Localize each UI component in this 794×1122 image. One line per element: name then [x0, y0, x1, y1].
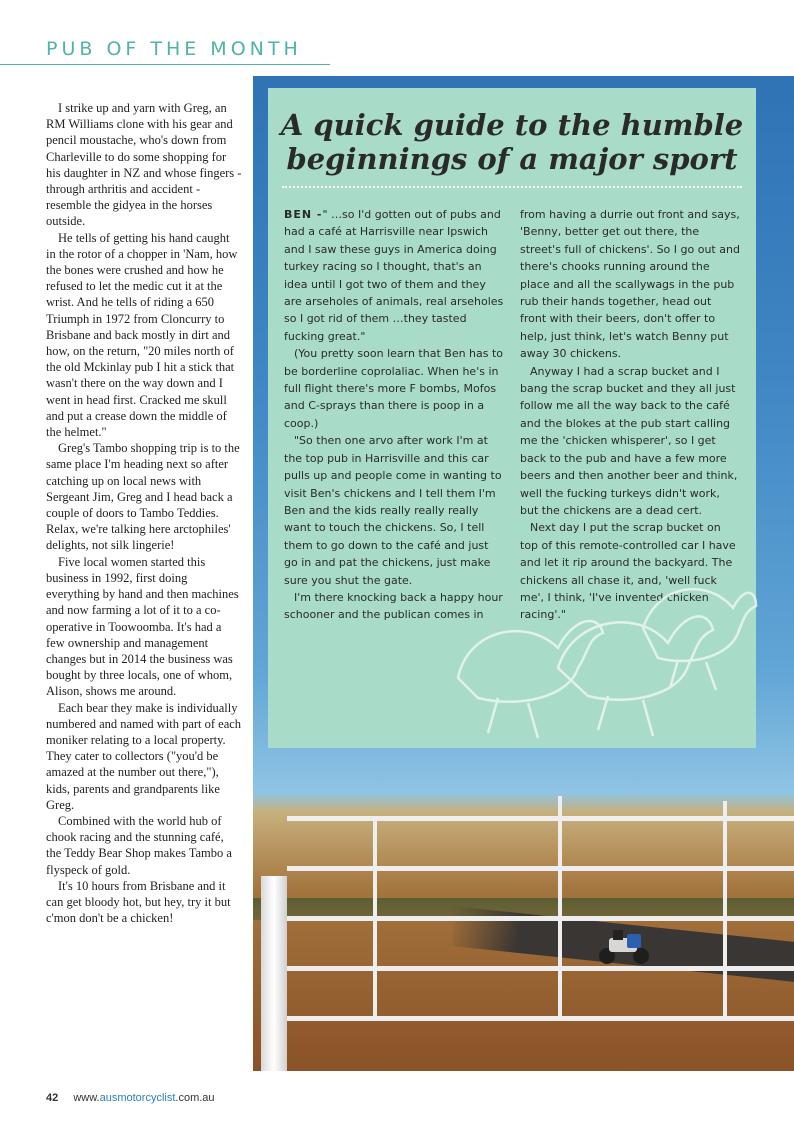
speaker-label: BEN - — [284, 208, 323, 221]
article-paragraph: He tells of getting his hand caught in the rotor of a chopper in 'Nam, how the bones were crushed and how he refused to let the medic cut it at the wrist. And he tells of riding a 650 Triumph in 1972 from Cloncurry to Brisbane and back mostly in dirt and how, on the return, "20 miles north of the old Mckinlay pub I hit a stick that wasn't there on the way down and I went in head first. Cracked me skull and put a crease down the middle of the helmet." — [46, 230, 238, 440]
article-paragraph: Greg's Tambo shopping trip is to the same place I'm heading next so after catching up on local news with Sergeant Jim, Greg and I head back a couple of doors to Tambo Teddies. Relax, we're talking here arctophiles' delights, not silk lingerie! — [46, 441, 240, 553]
sidebar-paragraph: I'm there knocking back a happy hour schooner and the publican comes in — [284, 590, 503, 622]
sidebar-box — [268, 88, 756, 748]
sidebar-paragraph: Next day I put the scrap bucket on top of this remote-controlled car I have and let it rip around the backyard. The chickens all chase it, and, 'well fuck me', I think, 'I've invented chicken racing'." — [520, 521, 736, 622]
gate-bar — [723, 801, 727, 1021]
gate-bar — [558, 796, 562, 1021]
sidebar-title-line: A quick guide to the humble — [280, 108, 744, 142]
sidebar-paragraph: "So then one arvo after work I'm at the top pub in Harrisville and this car pulls up and people come in wanting to visit Ben's chickens and I tell them I'm Ben and the kids really really really want to touch the chickens. So, I tell them to go down to the café and just go in and pat the chickens, just make sure you shut the gate. — [284, 434, 502, 587]
article-paragraph: Each bear they make is individually numbered and named with part of each moniker relating to a local property. They cater to collectors ("you'd be amazed at the number out there,"), kids, parents and grandparents like Greg. — [46, 700, 242, 812]
site-suffix: .com.au — [175, 1092, 215, 1104]
sidebar-paragraph — [284, 206, 504, 345]
page-number: 42 — [46, 1092, 59, 1104]
sidebar-title — [268, 108, 756, 176]
chicken-illustration-icon — [438, 558, 758, 748]
sidebar-title-line: beginnings of a major sport — [286, 142, 738, 176]
site-name: ausmotorcyclist — [99, 1092, 176, 1104]
article-paragraph: Five local women started this business in 1992, first doing everything by hand and then machines and now farming a lot of it to a co-operative in Toowoomba. It's had a few ownership and management changes but in 2014 the business was bought by three locals, one of whom, Alison, shows me around. — [46, 554, 239, 699]
sidebar-paragraph: Anyway I had a scrap bucket and I bang the scrap bucket and they all just follow me all the way back to the café and the blokes at the pub start calling me the 'chicken whisperer', so I get back to the pub and have a few more beers and then another beer and think, well the fucking turkeys didn't work, but the chickens are a dead cert. — [520, 364, 738, 517]
gate-rail — [287, 1016, 794, 1021]
article-body — [46, 100, 242, 926]
dotted-divider — [282, 186, 742, 188]
gate-rail — [287, 966, 794, 971]
sidebar-text: " …so I'd gotten out of pubs and had a café at Harrisville near Ipswich and I saw these guys in America doing turkey racing so I thought, that's an idea until I got two of them and they are arseholes of animals, real arseholes so I got rid of them …they tasted fucking great." — [284, 208, 504, 343]
section-header — [0, 34, 330, 68]
motorcycle-icon — [593, 926, 653, 966]
gate-rail — [287, 816, 794, 821]
article-paragraph: It's 10 hours from Brisbane and it can get bloody hot, but hey, try it but c'mon don't be a chicken! — [46, 878, 231, 926]
page-footer — [46, 1092, 215, 1104]
header-rule — [0, 64, 330, 65]
sidebar-paragraph: from having a durrie out front and says, 'Benny, better get out there, the street's full of chickens'. So I go out and there's chooks running around the place and all the scallywags in the pub rub their hands together, head out front with their beers, don't offer to help, just think, let's watch Benny put away 30 chickens. — [520, 208, 740, 361]
article-paragraph: Combined with the world hub of chook racing and the stunning café, the Teddy Bear Shop makes Tambo a flyspeck of gold. — [46, 813, 232, 877]
sidebar-paragraph: (You pretty soon learn that Ben has to be borderline coprolaliac. When he's in full flight there's more F bombs, Mofos and C-sprays than there is poop in a coop.) — [284, 347, 504, 430]
article-paragraph: I strike up and yarn with Greg, an RM Williams clone with his gear and pencil moustache, who's down from Charleville to do some shopping for his daughter in NZ and whose fingers - through arthritis and accident - resemble the gidyea in the horses outside. — [46, 101, 242, 229]
section-title: PUB OF THE MONTH — [46, 38, 302, 60]
gate-rail — [287, 866, 794, 871]
gate-post — [261, 876, 287, 1071]
gate-bar — [373, 816, 377, 1021]
gate-rail — [287, 916, 794, 921]
site-url[interactable] — [73, 1092, 214, 1104]
site-prefix: www. — [73, 1092, 100, 1104]
